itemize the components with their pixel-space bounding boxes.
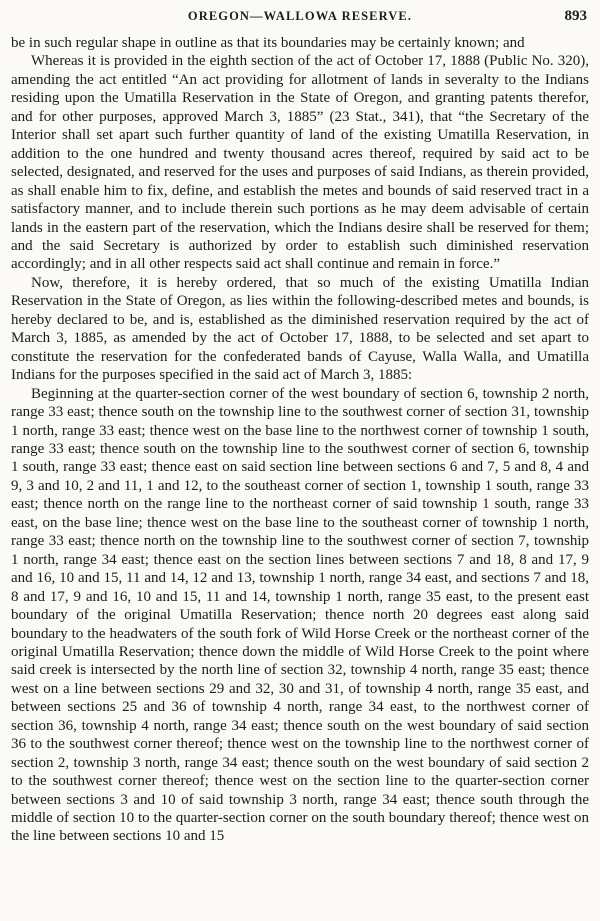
paragraph-whereas: Whereas it is provided in the eighth section of the act of October 17, 1888 (Public No. 320), amending the act entitled “An act providing for allotment of lands in severalty to the Indians residing upon the Umatilla Reservation in the State of Oregon, and granting patents therefor, and for other purposes, approved March 3, 1885” (23 Stat., 341), that “the Secretary of the Interior shall set apart such further quantity of land of the existing Umatilla Reservation, in addition to the one hundred and twenty thousand acres thereof, required by said act to be selected, designated, and reserved for the uses and purposes of said Indians, as therein provided, as shall enable him to fix, define, and establish the metes and bounds of said reserved tract in a satisfactory manner, and to include therein such portions as he may deem advisable of certain lands in the eastern part of the reservation, which the Indians desire shall be reserved for them; and the said Secretary is authorized by order to establish such diminished reservation accordingly; and in all other respects said act shall continue and remain in force.” xyxy=(11,53,589,273)
paragraph-boundary-description: Beginning at the quarter-section corner of the west boundary of section 6, township 2 north, range 33 east; thence south on the township line to the southwest corner of section 31, township 1 north, range 33 east; thence west on the base line to the northwest corner of township 1 south, range 33 east; thence south on the township line to the southwest corner of section 6, township 1 south, range 33 east; thence east on said section line between sections 6 and 7, 5 and 8, 4 and 9, 3 and 10, 2 and 11, 1 and 12, to the southeast corner of section 1, township 1 south, range 33 east; thence north on the range line to the northeast corner of said township 1 south, range 33 east, on the base line; thence west on the base line to the southeast corner of township 1 north, range 33 east; thence north on the township line to the southwest corner of section 7, township 1 north, range 34 east; thence east on the section lines between sections 7 and 18, 8 and 17, 9 and 16, 10 and 15, 11 and 14, 12 and 13, township 1 north, range 34 east, and sections 7 and 18, 8 and 17, 9 and 16, 10 and 15, 11 and 14, township 1 north, range 35 east, to the present east boundary of the original Umatilla Reservation; thence north 20 degrees east along said boundary to the headwaters of the south fork of Wild Horse Creek or the northeast corner of the original Umatilla Reservation; thence down the middle of Wild Horse Creek to the point where said creek is intersected by the north line of section 32, township 4 north, range 35 east; thence west on a line between sections 29 and 32, 30 and 31, of township 4 north, range 35 east, and between sections 25 and 36 of township 4 north, range 34 east, to the northwest corner of section 36, township 4 north, range 34 east; thence south on the west boundary of said section 36 to the southwest corner thereof; thence west on the township line to the northwest corner of section 2, township 3 north, range 34 east; thence south on the west boundary of said section 2 to the southwest corner thereof; thence west on the section line to the quarter-section corner between sections 3 and 10 of said township 3 north, range 34 east; thence south through the middle of section 10 to the quarter-section corner on the south boundary thereof; thence west on the line between sections 10 and 15 xyxy=(11,385,589,845)
body-text xyxy=(11,34,589,846)
page-number: 893 xyxy=(564,8,587,24)
page-header xyxy=(0,9,600,31)
paragraph-continuation: be in such regular shape in outline as that its boundaries may be certainly known; and xyxy=(11,35,525,51)
running-head: OREGON—WALLOWA RESERVE. xyxy=(187,9,413,23)
paragraph-now-therefore: Now, therefore, it is hereby ordered, that so much of the existing Umatilla Indian Reservation in the State of Oregon, as lies within the following-described metes and bounds, is hereby declared to be, and is, established as the diminished reservation required by the act of March 3, 1885, as amended by the act of October 17, 1888, to be selected and set apart to constitute the reservation for the confederated bands of Cayuse, Walla Walla, and Umatilla Indians for the purposes specified in the said act of March 3, 1885: xyxy=(11,274,589,384)
